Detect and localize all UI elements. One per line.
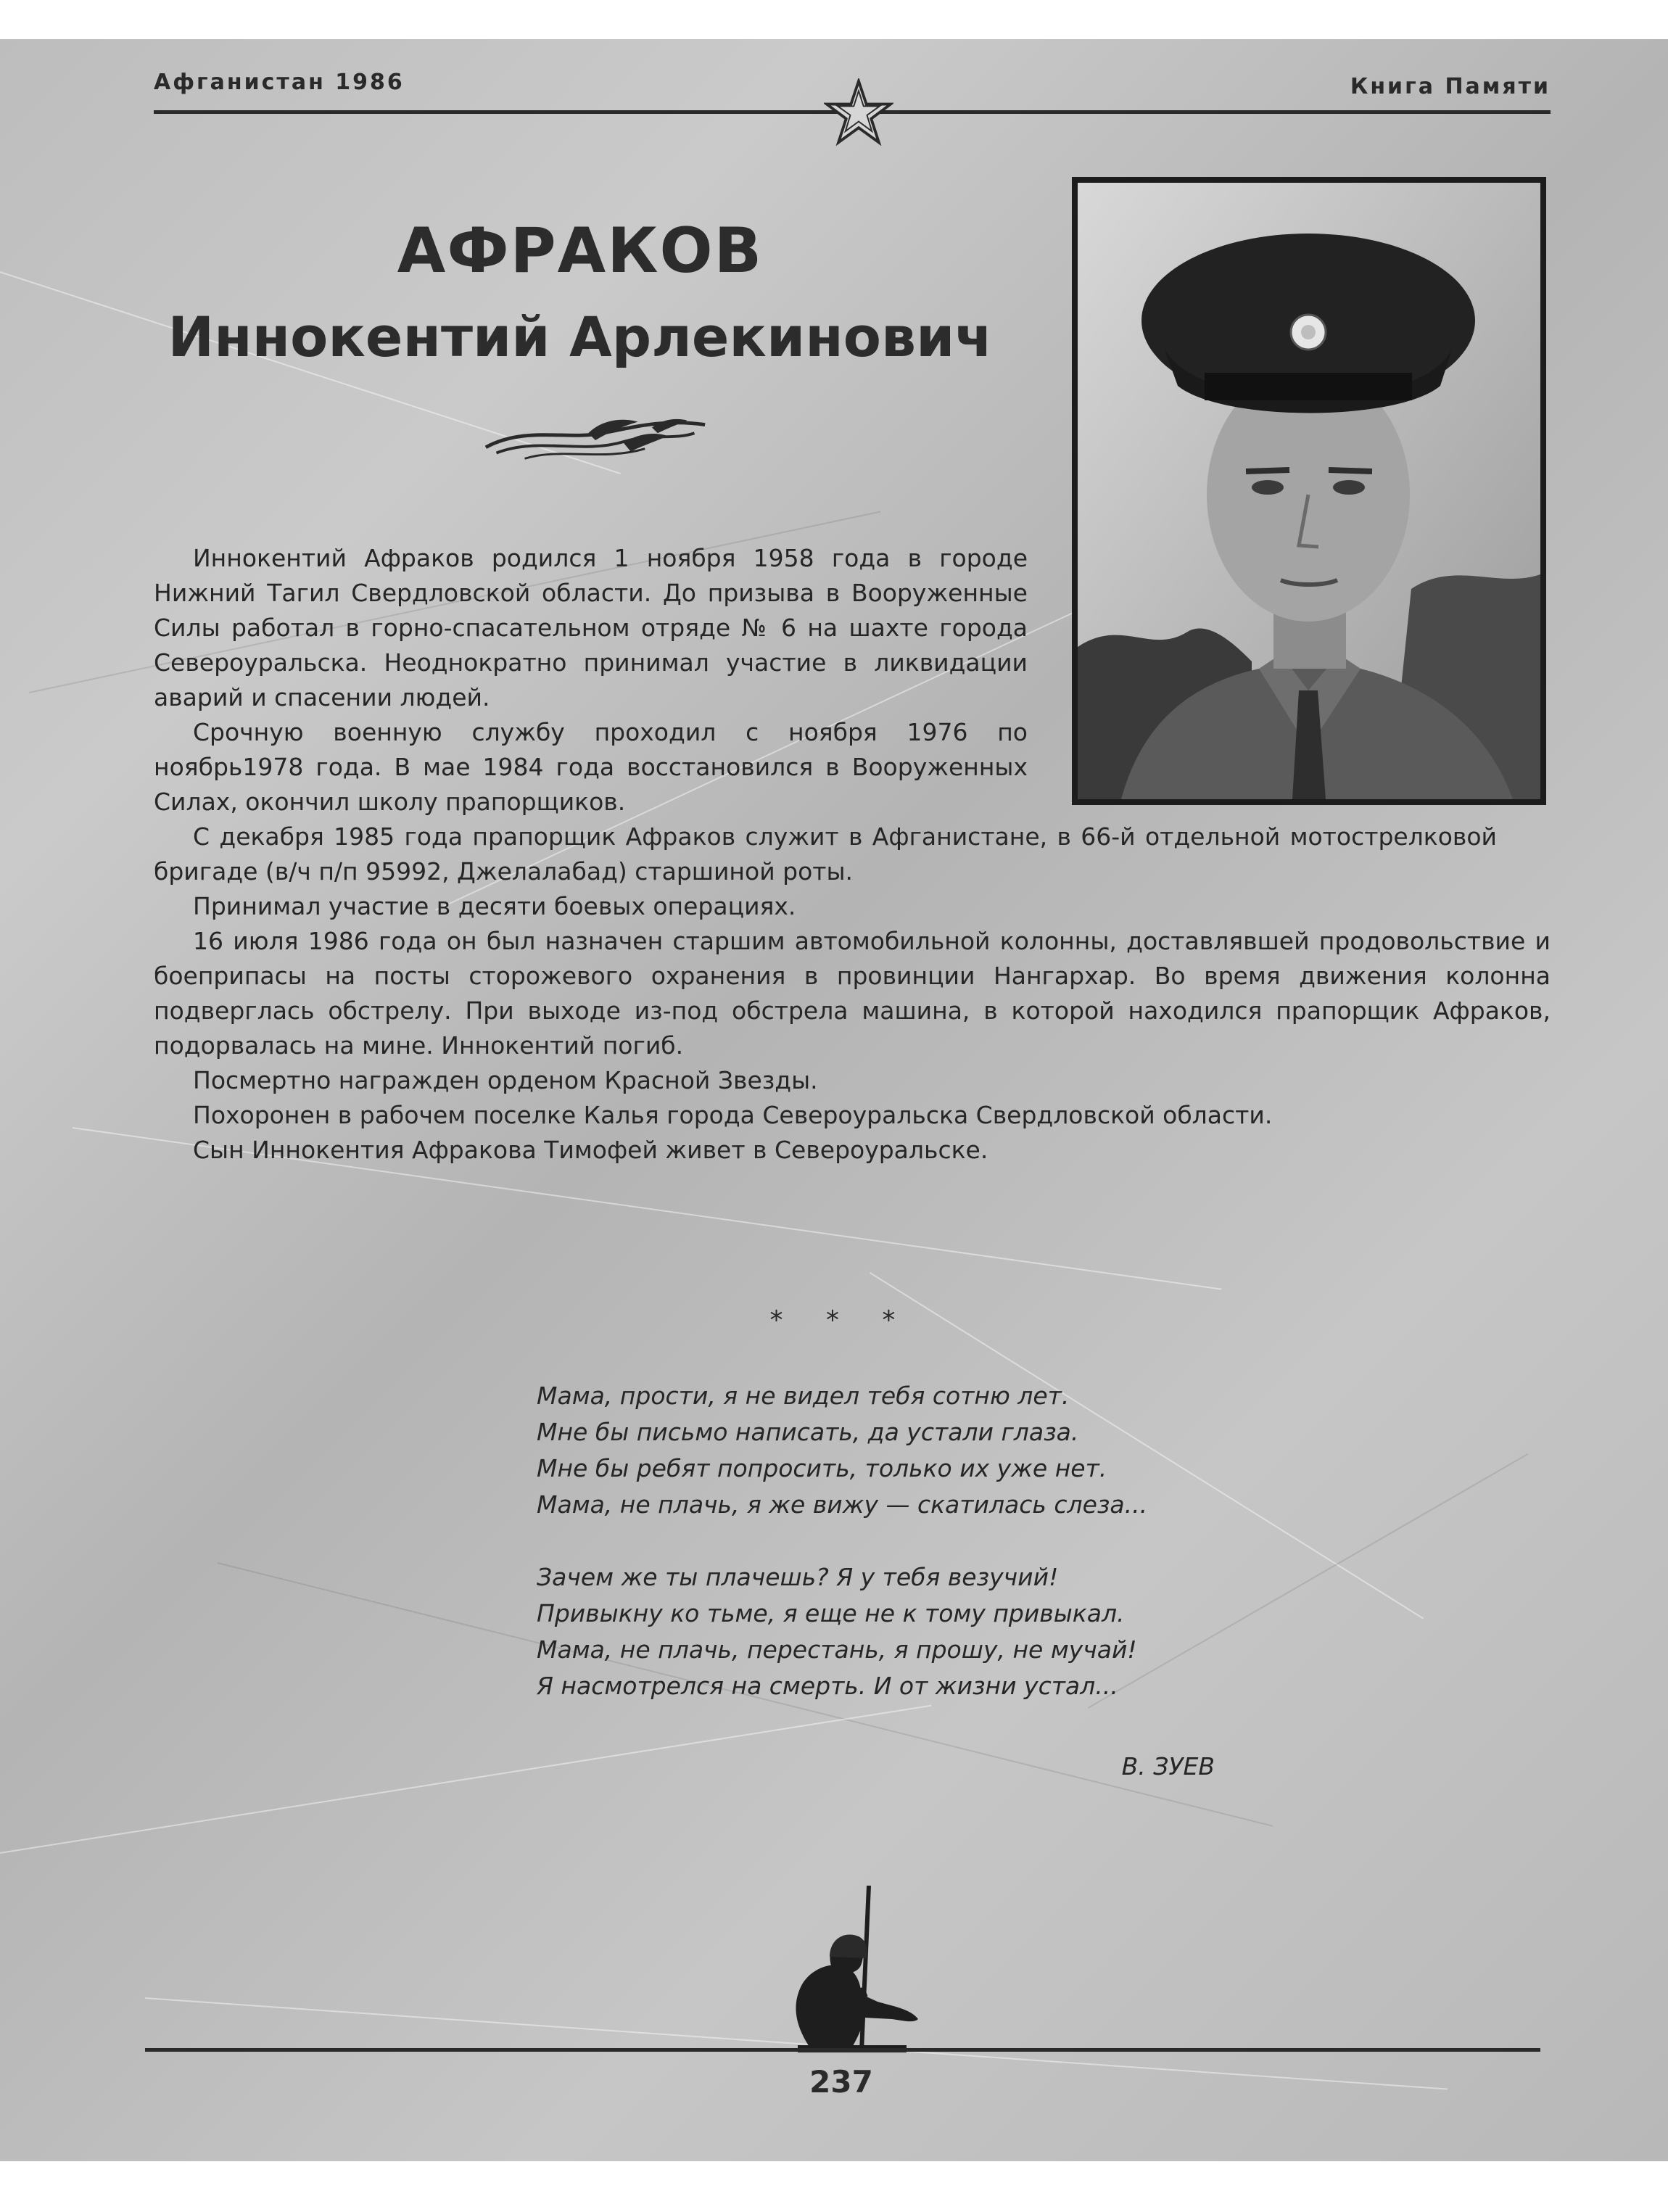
poem-line: Мама, прости, я не видел тебя сотню лет. [537,1382,1070,1410]
poem-stanza [537,1559,1262,1704]
page-number: 237 [809,2064,873,2100]
poem-stanza [537,1378,1262,1523]
poem-line: Мама, не плачь, перестань, я прошу, не мучай! [537,1635,1137,1664]
bio-paragraph: Сын Иннокентия Афракова Тимофей живет в Североуральске. [193,1136,988,1164]
bio-paragraph: 16 июля 1986 года он был назначен старшим автомобильной колонны, доставлявшей продовольствие и боеприпасы на посты сторожевого охранения в провинции Нангархар. Во время движения колонна подверглась обстрелу. При выходе из-под обстрела машина, в которой находился прапорщик Афраков, подорвалась на мине. Иннокентий погиб. [154,927,1551,1060]
poem-line: Мне бы письмо написать, да устали глаза. [537,1418,1079,1446]
running-header-right: Книга Памяти [1350,74,1551,99]
person-surname: АФРАКОВ [397,215,764,287]
poem [537,1378,1262,1741]
poem-line: Мама, не плачь, я же вижу — скатилась слеза... [537,1490,1148,1519]
bio-paragraph: Принимал участие в десяти боевых операциях. [193,892,796,920]
poem-separator: * * * [769,1305,913,1335]
star-icon [824,78,893,148]
running-header-left: Афганистан 1986 [154,70,405,95]
biography [154,541,1551,1168]
poem-line: Зачем же ты плачешь? Я у тебя везучий! [537,1563,1059,1591]
poem-line: Мне бы ребят попросить, только их уже нет. [537,1454,1107,1482]
person-name: Иннокентий Арлекинович [168,305,993,369]
bio-paragraph: Иннокентий Афраков родился 1 ноября 1958 года в городе Нижний Тагил Свердловской области. До призыва в Вооруженные Силы работал в горно-спасательном отряде № 6 на шахте города Североуральска. Неоднократно принимал участие в ликвидации аварий и спасении людей. [154,544,1028,711]
grieving-soldier-icon [769,1886,940,2052]
bio-paragraph: Посмертно награжден орденом Красной Звезды. [193,1066,818,1094]
poem-line: Привыкну ко тьме, я еще не к тому привыкал. [537,1599,1125,1627]
bio-paragraph: Срочную военную службу проходил с ноября 1976 по ноябрь1978 года. В мае 1984 года восстановился в Вооруженных Силах, окончил школу прапорщиков. [154,718,1028,816]
ornament-icon [480,412,711,469]
bio-paragraph: Похоронен в рабочем поселке Калья города Североуральска Свердловской области. [193,1101,1273,1129]
poem-author: В. ЗУЕВ [1121,1752,1215,1780]
poem-line: Я насмотрелся на смерть. И от жизни устал... [537,1672,1118,1700]
footer-rule [145,2048,1540,2052]
bio-paragraph: С декабря 1985 года прапорщик Афраков служит в Афганистане, в 66-й отдельной мотострелковой бригаде (в/ч п/п 95992, Джелалабад) старшиной роты. [154,822,1497,886]
